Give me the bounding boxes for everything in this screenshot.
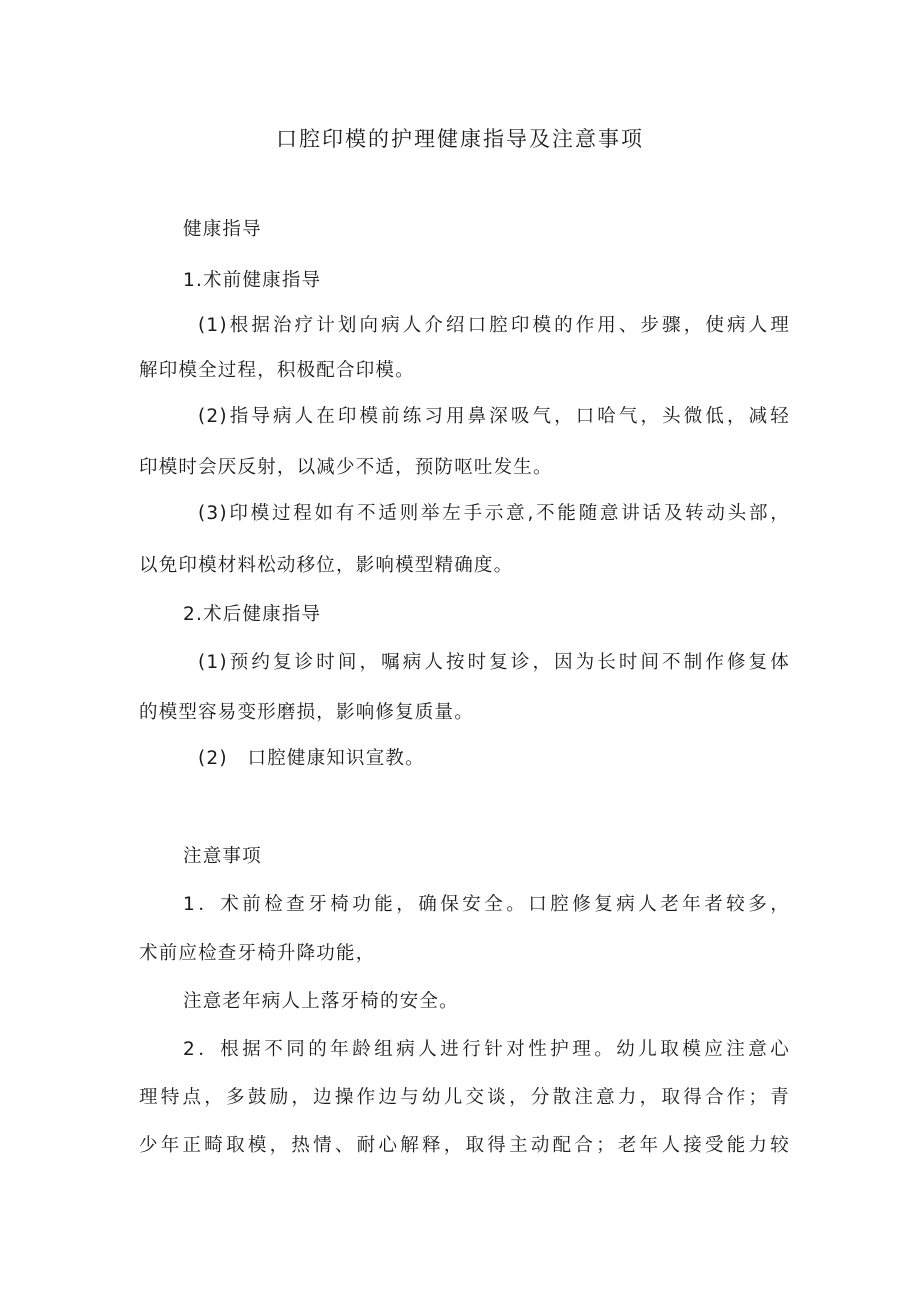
preop-item-2-line-1: (2)指导病人在印模前练习用鼻深吸气，口哈气，头微低，减轻 xyxy=(198,406,790,427)
preop-item-1-line-1: (1)根据治疗计划向病人介绍口腔印模的作用、步骤，使病人理 xyxy=(198,315,790,336)
precautions-heading: 注意事项 xyxy=(183,846,262,867)
preop-item-3-line-2: 以免印模材料松动移位，影响模型精确度。 xyxy=(139,555,514,576)
postop-item-1-line-2: 的模型容易变形磨损，影响修复质量。 xyxy=(139,702,474,723)
precautions-item-2-line-3: 少年正畸取模，热情、耐心解释，取得主动配合；老年人接受能力较 xyxy=(139,1135,790,1156)
precautions-item-2-line-1: 2．根据不同的年龄组病人进行针对性护理。幼儿取模应注意心 xyxy=(183,1039,790,1060)
health-guidance-heading: 健康指导 xyxy=(183,219,262,240)
postop-item-1-line-1: (1)预约复诊时间，嘱病人按时复诊，因为长时间不制作修复体 xyxy=(198,652,790,673)
postop-guidance-heading: 2.术后健康指导 xyxy=(183,604,322,625)
preop-item-3-line-1: (3)印模过程如有不适则举左手示意,不能随意讲话及转动头部， xyxy=(198,503,790,524)
precautions-item-1-line-2: 术前应检查牙椅升降功能， xyxy=(139,943,376,964)
postop-item-2: (2) 口腔健康知识宣教。 xyxy=(198,748,425,769)
preop-item-2-line-2: 印模时会厌反射，以减少不适，预防呕吐发生。 xyxy=(139,457,553,478)
precautions-item-2-line-2: 理特点，多鼓励，边操作边与幼儿交谈，分散注意力，取得合作；青 xyxy=(139,1087,790,1108)
document-title: 口腔印模的护理健康指导及注意事项 xyxy=(276,127,644,151)
preop-guidance-heading: 1.术前健康指导 xyxy=(183,270,322,291)
precautions-item-1-line-1: 1．术前检查牙椅功能，确保安全。口腔修复病人老年者较多， xyxy=(183,894,790,915)
preop-item-1-line-2: 解印模全过程，积极配合印模。 xyxy=(139,360,415,381)
precautions-item-1-line-3: 注意老年病人上落牙椅的安全。 xyxy=(183,991,459,1012)
